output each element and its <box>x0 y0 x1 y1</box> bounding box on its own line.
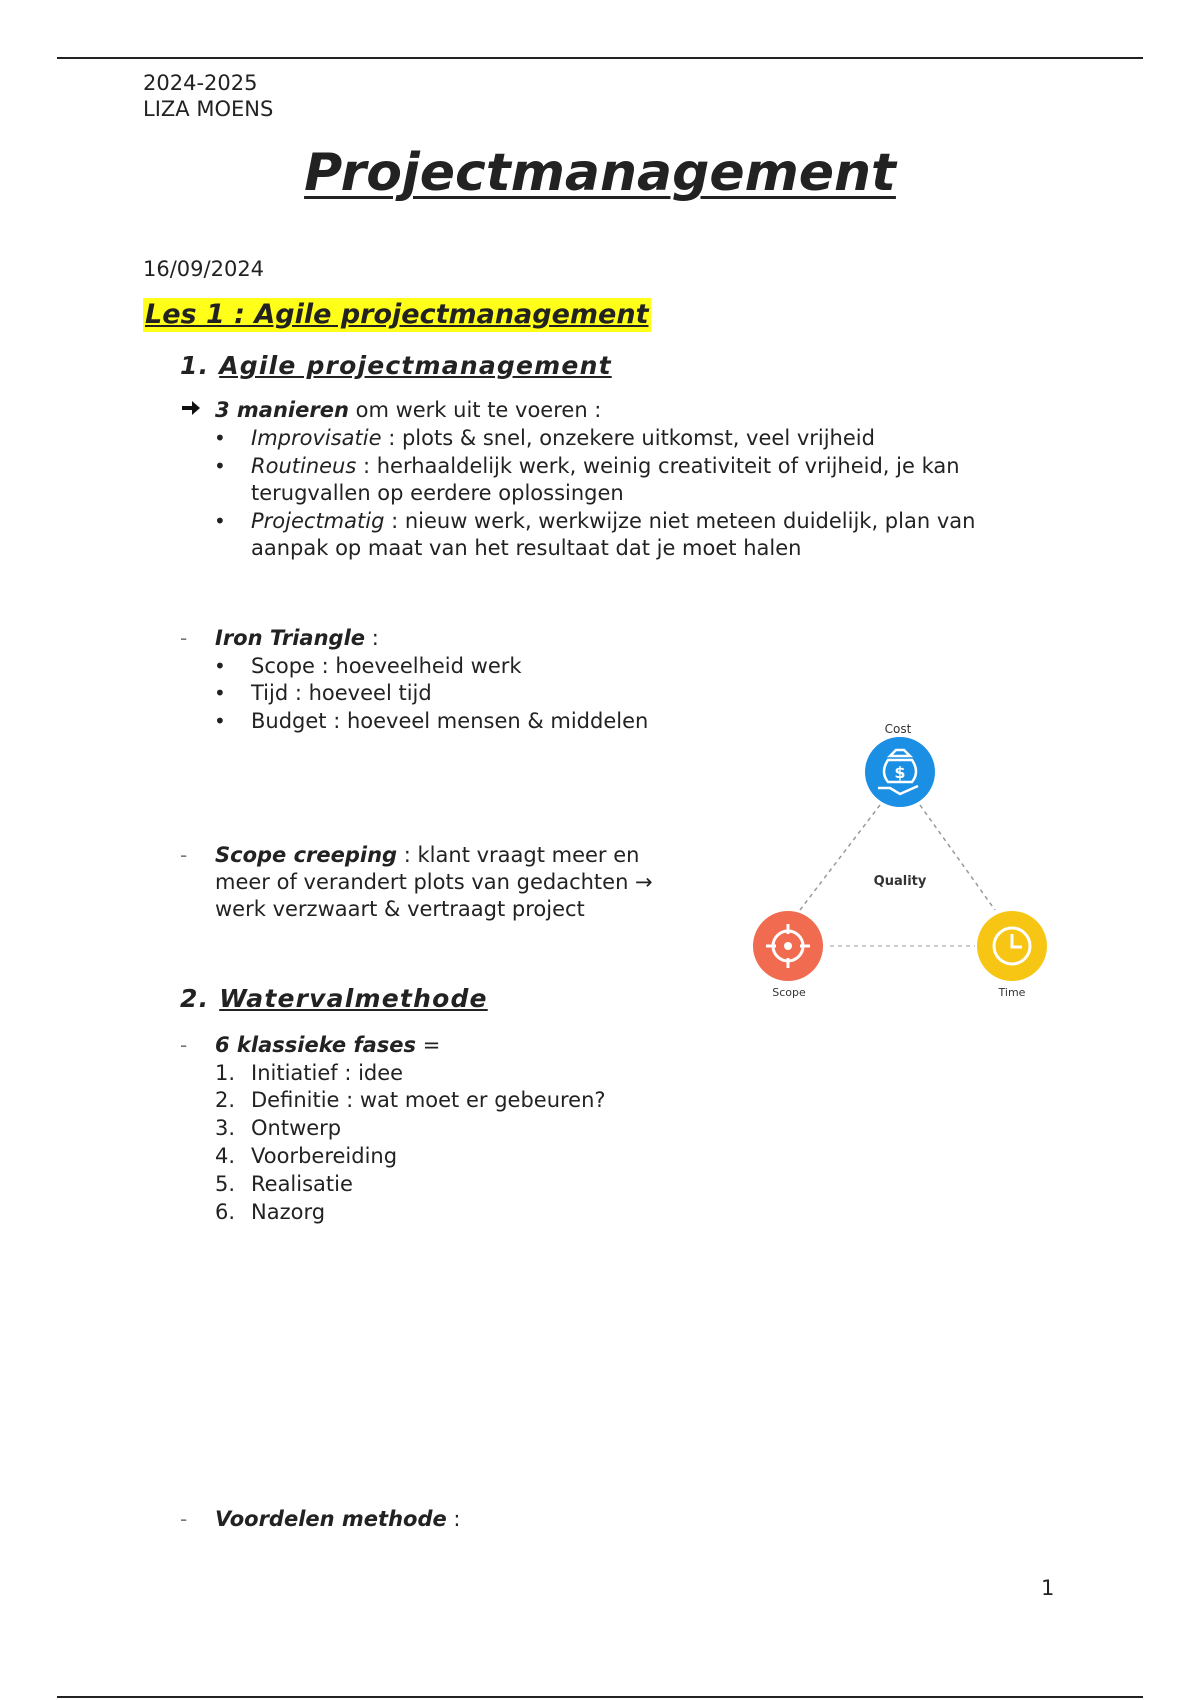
time-label: Time <box>998 986 1026 999</box>
list-item-continuation: terugvallen op eerdere oplossingen <box>251 481 624 505</box>
dash-marker: - <box>180 1507 188 1531</box>
dash-marker: - <box>180 626 188 650</box>
phase-item: Definitie : wat moet er gebeuren? <box>251 1088 606 1112</box>
phase-item: Ontwerp <box>251 1116 342 1140</box>
bullet-icon: • <box>214 681 226 705</box>
list-item: Projectmatig : nieuw werk, werkwijze niet meteen duidelijk, plan van <box>251 509 976 533</box>
list-item: Improvisatie : plots & snel, onzekere uitkomst, veel vrijheid <box>251 426 875 450</box>
bullet-icon: • <box>214 654 226 678</box>
svg-text:$: $ <box>894 763 906 782</box>
scope-label: Scope <box>772 986 806 999</box>
bullet-icon: • <box>214 709 226 733</box>
scope-creeping-continuation: meer of verandert plots van gedachten → <box>215 870 653 894</box>
list-item: Budget : hoeveel mensen & middelen <box>251 709 649 733</box>
top-rule <box>57 57 1143 59</box>
list-item: Routineus : herhaaldelijk werk, weinig creativiteit of vrijheid, je kan <box>251 454 960 478</box>
phase-number: 1. <box>215 1061 236 1085</box>
phase-item: Initiatief : idee <box>251 1061 404 1085</box>
list-item: Tijd : hoeveel tijd <box>251 681 432 705</box>
phase-item: Voorbereiding <box>251 1144 398 1168</box>
dash-marker: - <box>180 843 188 867</box>
header-author: LIZA MOENS <box>143 97 274 121</box>
header-year: 2024-2025 <box>143 71 258 95</box>
bullet-icon: • <box>214 426 226 450</box>
ways-intro: 3 manieren om werk uit te voeren : <box>215 398 602 422</box>
target-icon <box>753 911 823 981</box>
scope-creeping-continuation: werk verzwaart & vertraagt project <box>215 897 585 921</box>
page-number: 1 <box>1041 1576 1055 1600</box>
phase-number: 3. <box>215 1116 236 1140</box>
section-1-heading: 1. Agile projectmanagement <box>180 351 612 380</box>
advantages-label: Voordelen methode : <box>215 1507 461 1531</box>
phase-number: 4. <box>215 1144 236 1168</box>
phase-item: Realisatie <box>251 1172 353 1196</box>
lesson-heading: Les 1 : Agile projectmanagement <box>145 299 649 330</box>
bullet-icon: • <box>214 509 226 533</box>
iron-triangle-diagram <box>740 710 1060 1010</box>
page-title: Projectmanagement <box>304 143 896 203</box>
scope-creeping-text: Scope creeping : klant vraagt meer en <box>215 843 640 867</box>
section-2-heading: 2. Watervalmethode <box>180 984 488 1013</box>
cost-label: Cost <box>884 722 912 736</box>
phase-item: Nazorg <box>251 1200 326 1224</box>
arrow-icon <box>180 397 202 425</box>
iron-triangle-label: Iron Triangle : <box>215 626 379 650</box>
phase-number: 6. <box>215 1200 236 1224</box>
quality-label: Quality <box>873 874 927 889</box>
phases-label: 6 klassieke fases = <box>215 1033 441 1057</box>
bullet-icon: • <box>214 454 226 478</box>
bottom-rule <box>57 1696 1143 1698</box>
clock-icon <box>977 911 1047 981</box>
list-item: Scope : hoeveelheid werk <box>251 654 522 678</box>
phase-number: 5. <box>215 1172 236 1196</box>
date: 16/09/2024 <box>143 257 265 281</box>
dash-marker: - <box>180 1033 188 1057</box>
money-bag-icon <box>865 737 935 807</box>
phase-number: 2. <box>215 1088 236 1112</box>
list-item-continuation: aanpak op maat van het resultaat dat je moet halen <box>251 536 802 560</box>
